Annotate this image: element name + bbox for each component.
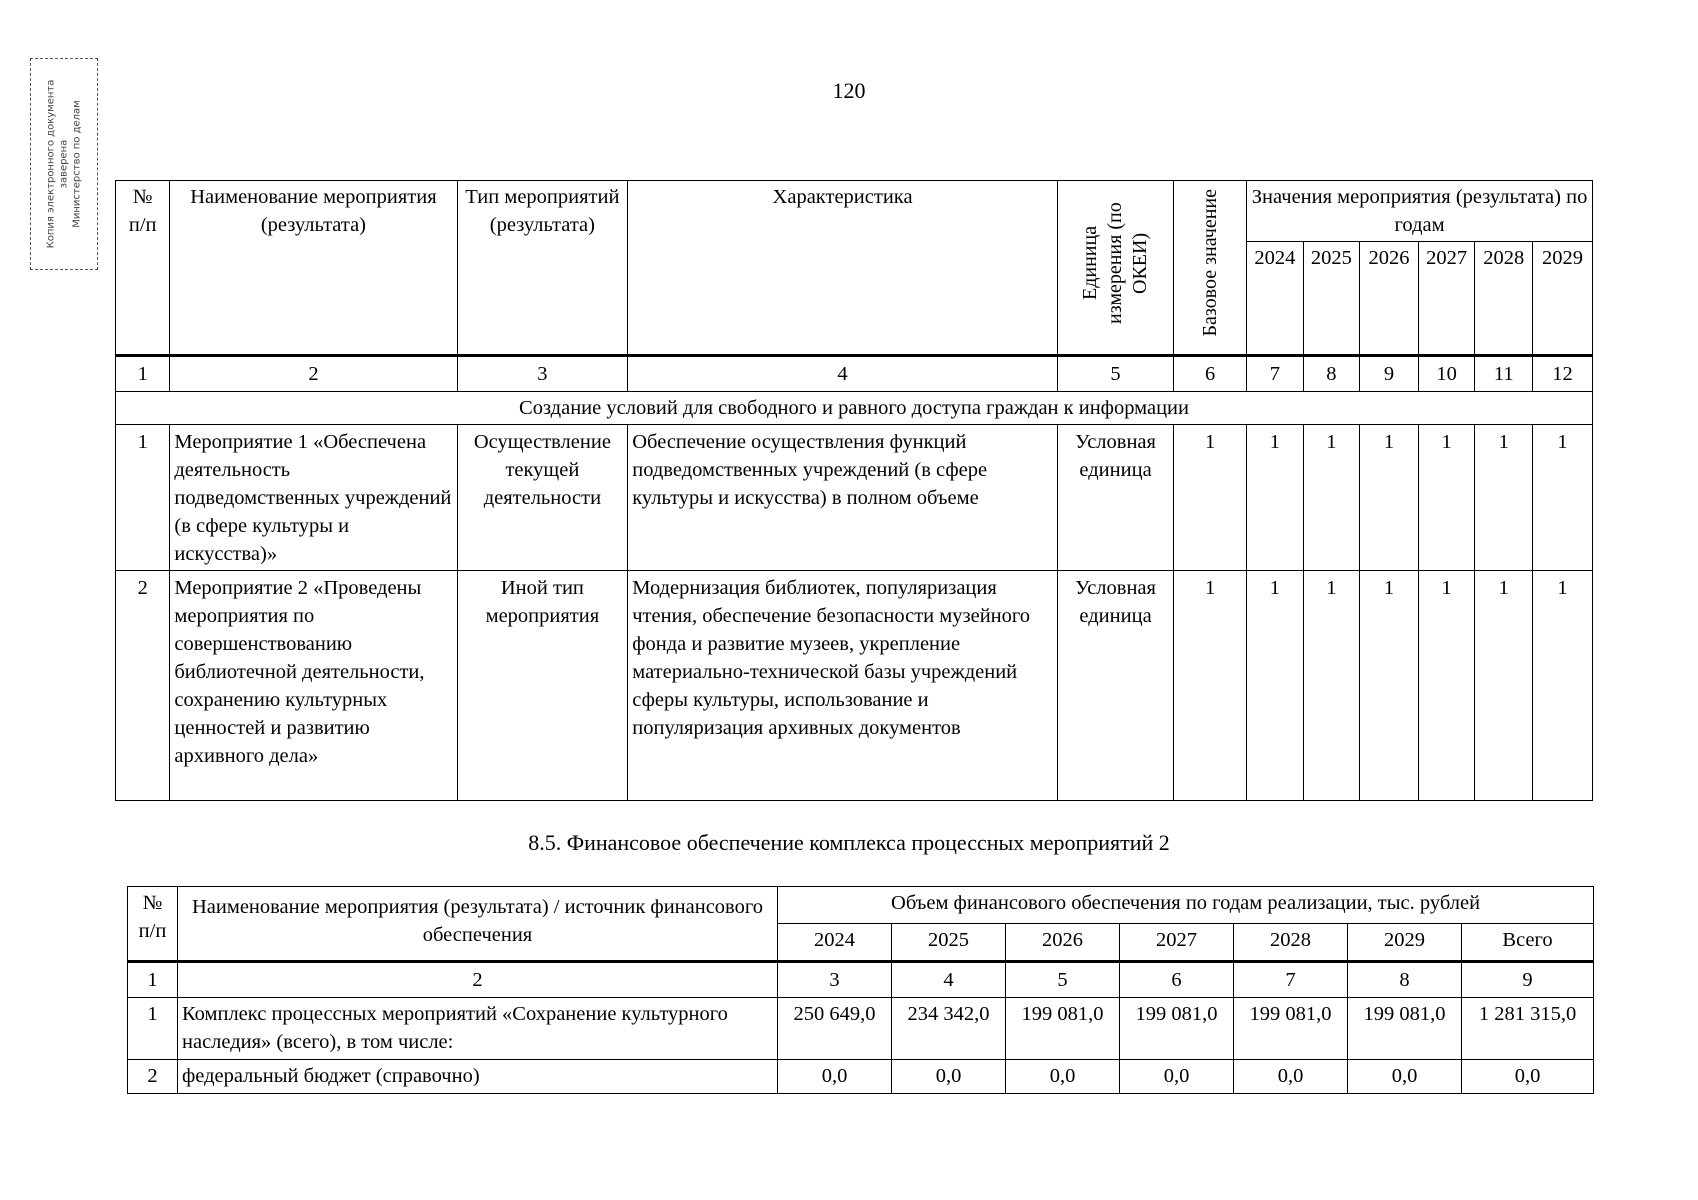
row-value: 250 649,0: [778, 998, 892, 1060]
row-value: 199 081,0: [1234, 998, 1348, 1060]
column-number: 2: [170, 356, 457, 392]
header-volume-group: Объем финансового обеспечения по годам реализации, тыс. рублей: [778, 887, 1594, 924]
header-year: 2027: [1120, 924, 1234, 962]
row-num: 1: [116, 425, 170, 571]
header-year: 2024: [778, 924, 892, 962]
row-base: 1: [1174, 425, 1247, 571]
row-value: 1: [1247, 571, 1304, 801]
header-values-group: Значения мероприятия (результата) по годам: [1247, 181, 1593, 242]
financing-table: [127, 886, 1594, 1094]
row-total: 0,0: [1462, 1060, 1594, 1094]
column-number: 3: [457, 356, 628, 392]
row-total: 1 281 315,0: [1462, 998, 1594, 1060]
row-value: 0,0: [1120, 1060, 1234, 1094]
column-number: 11: [1475, 356, 1533, 392]
column-number: 9: [1462, 962, 1594, 998]
column-number: 1: [116, 356, 170, 392]
page-number: 120: [832, 78, 866, 103]
column-number: 7: [1247, 356, 1304, 392]
row-name: Комплекс процессных мероприятий «Сохранение культурного наследия» (всего), в том числе:: [178, 998, 778, 1060]
row-value: 0,0: [892, 1060, 1006, 1094]
row-value: 1: [1475, 425, 1533, 571]
row-unit: Условная единица: [1057, 425, 1173, 571]
row-value: 0,0: [778, 1060, 892, 1094]
row-value: 1: [1533, 571, 1593, 801]
header-year: 2027: [1418, 242, 1475, 356]
row-value: 1: [1533, 425, 1593, 571]
row-value: 0,0: [1348, 1060, 1462, 1094]
column-number: 6: [1174, 356, 1247, 392]
row-value: 1: [1303, 571, 1360, 801]
table-row: [128, 1060, 1594, 1094]
column-number: 5: [1057, 356, 1173, 392]
row-name: федеральный бюджет (справочно): [178, 1060, 778, 1094]
row-type: Осуществление текущей деятельности: [457, 425, 628, 571]
row-name: Мероприятие 2 «Проведены мероприятия по совершенствованию библиотечной деятельности, сохранению культурных ценностей и развитию архивного дела»: [170, 571, 457, 801]
row-value: 199 081,0: [1120, 998, 1234, 1060]
column-number: 8: [1348, 962, 1462, 998]
column-number: 5: [1006, 962, 1120, 998]
header-year: 2028: [1234, 924, 1348, 962]
row-base: 1: [1174, 571, 1247, 801]
header-base: Базовое значение: [1174, 181, 1247, 356]
row-type: Иной тип мероприятия: [457, 571, 628, 801]
section-title: Создание условий для свободного и равного доступа граждан к информации: [116, 392, 1593, 425]
stamp-text: Копия электронного документа заверена Министерство по делам: [45, 79, 83, 249]
column-number: 10: [1418, 356, 1475, 392]
column-number: 3: [778, 962, 892, 998]
table-row: [128, 998, 1594, 1060]
column-number: 4: [628, 356, 1058, 392]
row-value: 199 081,0: [1348, 998, 1462, 1060]
column-number: 1: [128, 962, 178, 998]
row-value: 0,0: [1006, 1060, 1120, 1094]
table-row: [116, 571, 1593, 801]
header-num: № п/п: [116, 181, 170, 356]
row-num: 2: [128, 1060, 178, 1094]
row-value: 0,0: [1234, 1060, 1348, 1094]
column-number-row: [116, 356, 1593, 392]
header-type: Тип мероприятий (результата): [457, 181, 628, 356]
table-row: [116, 425, 1593, 571]
row-value: 1: [1418, 425, 1475, 571]
column-number: 6: [1120, 962, 1234, 998]
section-heading: 8.5. Финансовое обеспечение комплекса процессных мероприятий 2: [528, 830, 1170, 855]
header-year: 2029: [1348, 924, 1462, 962]
row-value: 1: [1303, 425, 1360, 571]
row-characteristic: Модернизация библиотек, популяризация чтения, обеспечение безопасности музейного фонда и развитие музеев, укрепление материально-технической базы учреждений сферы культуры, использование и популяризация архивных документов: [628, 571, 1058, 801]
header-year: 2024: [1247, 242, 1304, 356]
header-name: Наименование мероприятия (результата) / источник финансового обеспечения: [178, 887, 778, 962]
column-number: 9: [1360, 356, 1419, 392]
header-year: 2025: [892, 924, 1006, 962]
row-num: 1: [128, 998, 178, 1060]
header-year: 2029: [1533, 242, 1593, 356]
row-value: 1: [1360, 571, 1419, 801]
row-value: 199 081,0: [1006, 998, 1120, 1060]
column-number-row: [128, 962, 1594, 998]
row-name: Мероприятие 1 «Обеспечена деятельность подведомственных учреждений (в сфере культуры и искусства)»: [170, 425, 457, 571]
column-number: 2: [178, 962, 778, 998]
header-num: № п/п: [128, 887, 178, 962]
header-characteristic: Характеристика: [628, 181, 1058, 356]
row-value: 1: [1360, 425, 1419, 571]
header-year: 2026: [1360, 242, 1419, 356]
header-year: 2025: [1303, 242, 1360, 356]
row-value: 1: [1247, 425, 1304, 571]
row-value: 1: [1475, 571, 1533, 801]
row-num: 2: [116, 571, 170, 801]
column-number: 8: [1303, 356, 1360, 392]
header-year: 2026: [1006, 924, 1120, 962]
activities-table: [115, 180, 1593, 801]
row-value: 1: [1418, 571, 1475, 801]
column-number: 4: [892, 962, 1006, 998]
row-unit: Условная единица: [1057, 571, 1173, 801]
header-year: 2028: [1475, 242, 1533, 356]
header-total: Всего: [1462, 924, 1594, 962]
column-number: 12: [1533, 356, 1593, 392]
row-value: 234 342,0: [892, 998, 1006, 1060]
column-number: 7: [1234, 962, 1348, 998]
header-name: Наименование мероприятия (результата): [170, 181, 457, 356]
row-characteristic: Обеспечение осуществления функций подведомственных учреждений (в сфере культуры и искусства) в полном объеме: [628, 425, 1058, 571]
header-unit: Единица измерения (по ОКЕИ): [1057, 181, 1173, 356]
